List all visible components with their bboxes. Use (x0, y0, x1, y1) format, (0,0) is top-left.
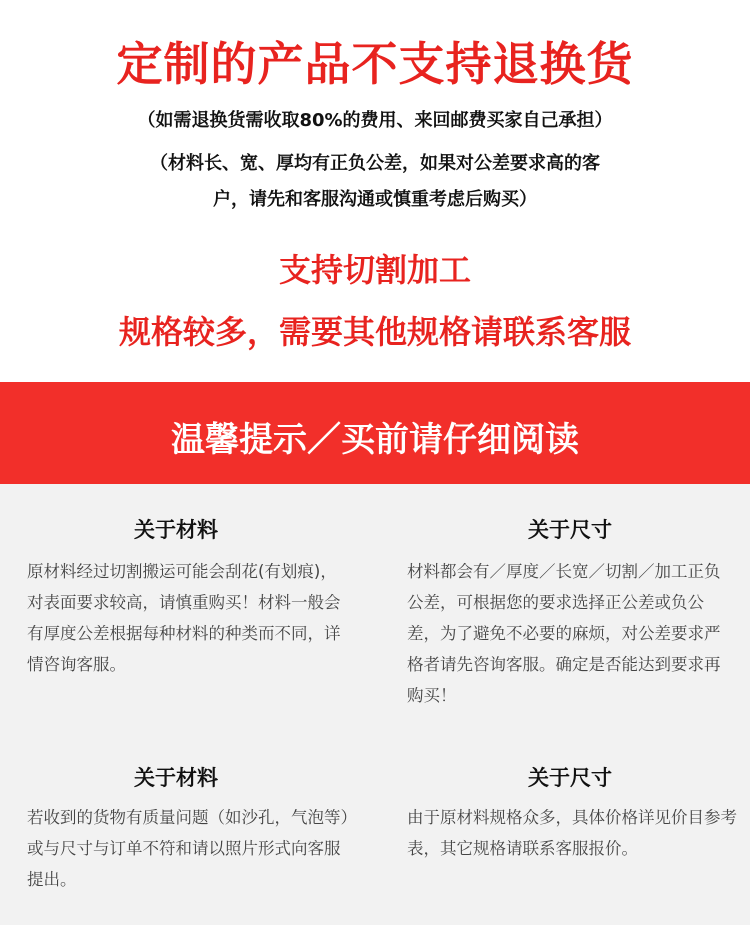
top-notice-area (0, 0, 750, 380)
main-title: 定制的产品不支持退换货 (116, 37, 634, 91)
section-heading-material: 关于材料 (134, 518, 218, 542)
section-text-material: 原材料经过切割搬运可能会刮花(有划痕)，对表面要求较高，请慎重购买！材料一般会有厚度公差根据每种材料的种类而不同，详情咨询客服。 (27, 562, 341, 674)
cutting-support-text: 支持切割加工 (278, 251, 471, 289)
return-fee-note: （如需退换货需收取80%的费用、来回邮费买家自己承担） (137, 110, 613, 131)
banner-title: 温馨提示／买前请仔细阅读 (171, 420, 579, 460)
tolerance-note-line2: 户，请先和客服沟通或慎重考虑后购买） (213, 189, 537, 210)
section-heading-size-price: 关于尺寸 (528, 766, 612, 790)
info-panel (0, 484, 750, 925)
tolerance-note-line1: （材料长、宽、厚均有正负公差，如果对公差要求高的客 (150, 153, 600, 174)
section-heading-size: 关于尺寸 (528, 518, 612, 542)
tips-banner (0, 382, 750, 484)
section-text-quality: 若收到的货物有质量问题（如沙孔，气泡等）或与尺寸与订单不符和请以照片形式向客服提出。 (27, 808, 349, 889)
section-heading-material-quality: 关于材料 (134, 766, 218, 790)
contact-service-text: 规格较多，需要其他规格请联系客服 (118, 313, 631, 351)
section-text-size: 材料都会有／厚度／长宽／切割／加工正负公差，可根据您的要求选择正公差或负公差，为了避免不必要的麻烦，对公差要求严格者请先咨询客服。确定是否能达到要求再购买！ (407, 562, 721, 705)
section-text-price: 由于原材料规格众多，具体价格详见价目参考表，其它规格请联系客服报价。 (407, 808, 737, 858)
